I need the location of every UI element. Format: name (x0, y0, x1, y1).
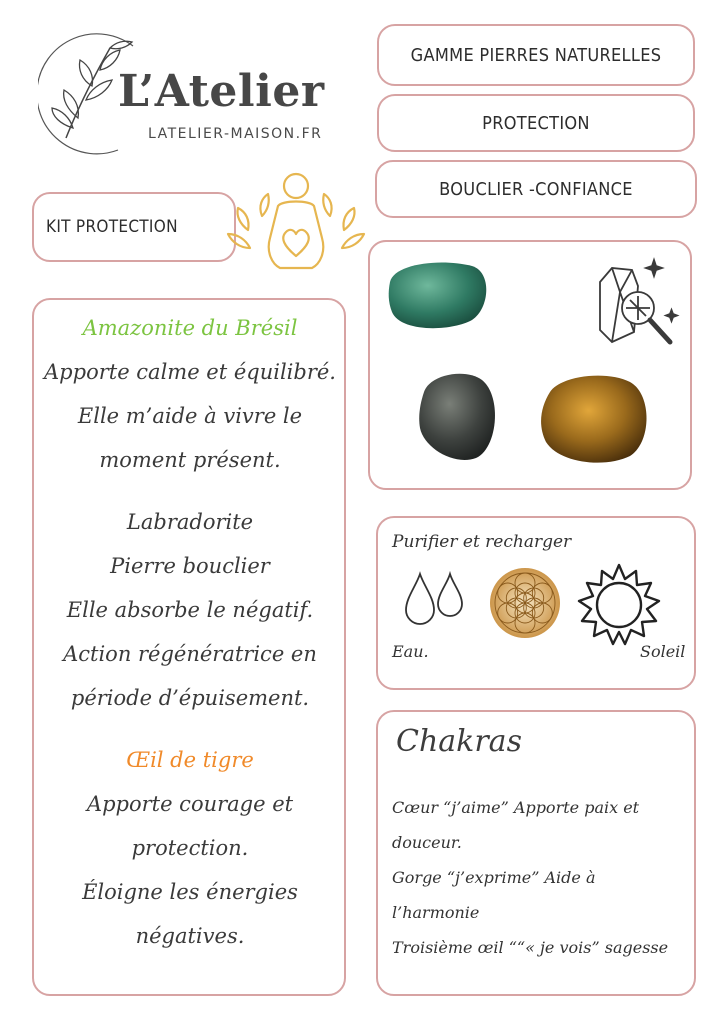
chakra-line: l’harmonie (392, 903, 480, 922)
stone-line: Éloigne les énergies (82, 880, 298, 904)
chakra-line: Gorge “j’exprime” Aide à (392, 868, 596, 887)
range-tag: GAMME PIERRES NATURELLES (377, 24, 695, 86)
stone-line: négatives. (135, 924, 245, 948)
stone-line: période d’épuisement. (70, 686, 310, 710)
stone-name: Œil de tigre (126, 748, 254, 772)
water-drops-icon (400, 566, 470, 636)
stone-name: Labradorite (126, 510, 254, 534)
amazonite-stone (389, 263, 487, 329)
sun-label: Soleil (640, 642, 686, 661)
purify-title: Purifier et recharger (392, 532, 572, 552)
brand-url: LATELIER-MAISON.FR (148, 126, 323, 142)
stone-line: Elle absorbe le négatif. (66, 598, 314, 622)
chakras-title: Chakras (396, 724, 522, 759)
stone-line: protection. (131, 836, 249, 860)
sun-icon (576, 562, 662, 648)
stones-description (34, 298, 346, 958)
stone-line: Action régénératrice en (63, 642, 317, 666)
stone-line: moment présent. (99, 448, 281, 472)
stone-line: Elle m’aide à vivre le (77, 404, 303, 428)
kit-tag: KIT PROTECTION (32, 192, 236, 262)
flower-of-life-icon (488, 566, 562, 640)
chakra-line: douceur. (392, 833, 462, 852)
meditation-heart-icon (222, 168, 370, 278)
effect-tag: BOUCLIER -CONFIANCE (375, 160, 697, 218)
stone-name: Amazonite du Brésil (82, 316, 298, 340)
stone-line: Pierre bouclier (110, 554, 270, 578)
water-label: Eau. (392, 642, 429, 661)
theme-tag: PROTECTION (377, 94, 695, 152)
stone-line: Apporte calme et équilibré. (44, 360, 336, 384)
chakra-line: Troisième œil ““« je vois” sagesse (392, 938, 669, 957)
tiger-eye-stone (541, 376, 646, 463)
labradorite-stone (419, 374, 495, 460)
chakras-text (392, 790, 682, 965)
stone-line: Apporte courage et (86, 792, 294, 816)
brand-name: L’Atelier (118, 66, 325, 117)
chakra-line: Cœur “j’aime” Apporte paix et (392, 798, 640, 817)
stones-illustration (380, 252, 680, 478)
crystal-magnifier-icon (600, 260, 677, 342)
